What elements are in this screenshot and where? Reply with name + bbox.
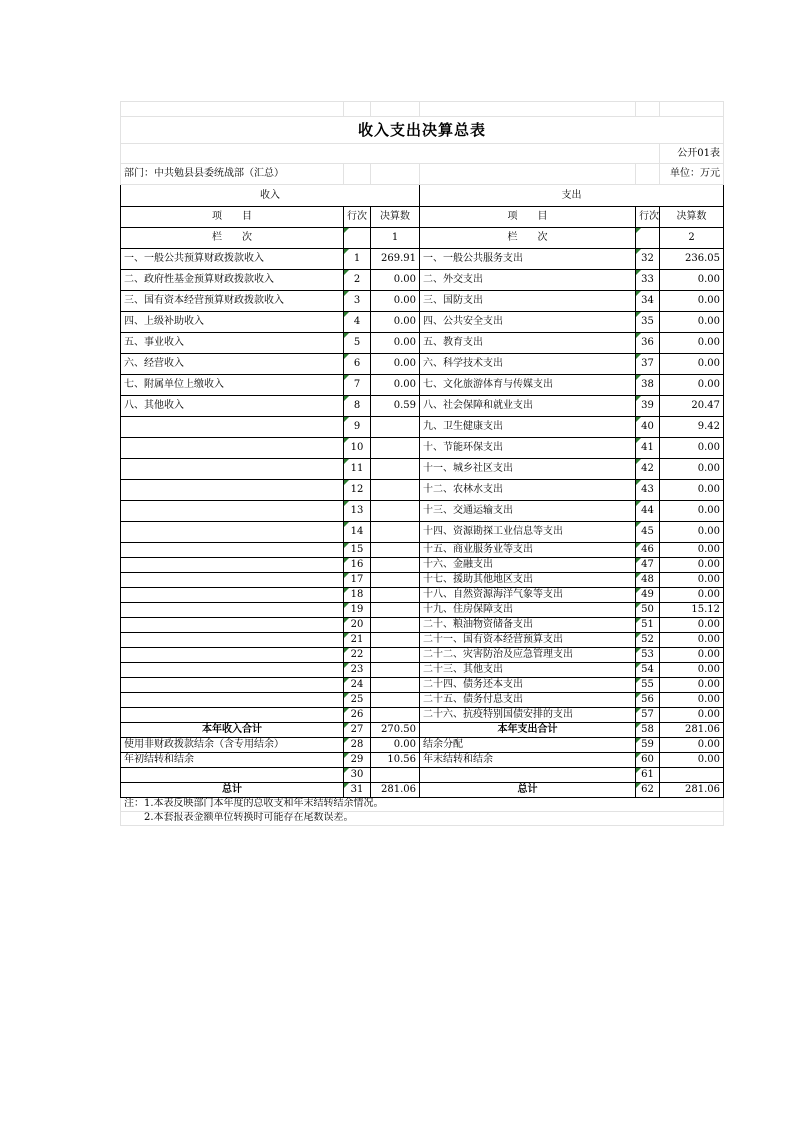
expense-amount-cell: 9.42 [660,417,724,438]
expense-amount-cell: 0.00 [660,480,724,501]
expense-item-cell: 三、国防支出 [420,291,636,312]
income-line-no-cell: 12 [344,480,371,501]
income-column-label: 栏 次 [121,228,344,249]
income-amount-cell: 0.00 [371,354,420,375]
expense-line-no-cell: 57 [636,708,660,723]
expense-line-no-cell: 53 [636,648,660,663]
expense-line-no-cell: 44 [636,501,660,522]
income-line-no-cell: 25 [344,693,371,708]
table-row [121,768,724,783]
income-item-cell [121,480,344,501]
income-amount-cell [371,480,420,501]
expense-item-cell: 二十五、债务付息支出 [420,693,636,708]
expense-item-header: 项 目 [420,207,636,228]
expense-column-number: 2 [660,228,724,249]
expense-amount-cell: 0.00 [660,501,724,522]
income-line-no-cell: 20 [344,618,371,633]
income-line-no-cell: 1 [344,249,371,270]
expense-amount-cell: 0.00 [660,753,724,768]
table-row [121,663,724,678]
income-line-no-cell: 30 [344,768,371,783]
income-line-no-cell: 26 [344,708,371,723]
income-line-no-cell: 13 [344,501,371,522]
expense-amount-cell: 0.00 [660,438,724,459]
expense-amount-header: 决算数 [660,207,724,228]
expense-amount-cell: 0.00 [660,522,724,543]
income-amount-cell: 269.91 [371,249,420,270]
expense-item-cell: 十一、城乡社区支出 [420,459,636,480]
expense-item-cell: 十三、交通运输支出 [420,501,636,522]
income-line-no-cell: 5 [344,333,371,354]
expense-item-cell: 年末结转和结余 [420,753,636,768]
income-amount-cell [371,768,420,783]
expense-amount-cell: 0.00 [660,588,724,603]
table-row [121,291,724,312]
income-item-cell [121,438,344,459]
income-line-no-cell: 21 [344,633,371,648]
expense-amount-cell: 0.00 [660,708,724,723]
income-amount-cell [371,603,420,618]
expense-item-cell: 十七、援助其他地区支出 [420,573,636,588]
income-amount-cell: 270.50 [371,723,420,738]
income-item-cell [121,522,344,543]
income-column-number: 1 [371,228,420,249]
column-header-row [121,207,724,228]
income-amount-header: 决算数 [371,207,420,228]
table-row [121,249,724,270]
income-item-cell: 四、上级补助收入 [121,312,344,333]
income-amount-cell [371,573,420,588]
income-item-cell: 八、其他收入 [121,396,344,417]
income-line-no-cell: 27 [344,723,371,738]
title-row [121,117,724,144]
income-amount-cell [371,558,420,573]
income-line-no-cell: 3 [344,291,371,312]
table-row [121,573,724,588]
income-line-no-cell: 29 [344,753,371,768]
income-item-cell: 总计 [121,783,344,798]
income-amount-cell [371,678,420,693]
table-row [121,396,724,417]
income-amount-cell [371,618,420,633]
income-amount-cell [371,588,420,603]
unit-label: 单位：万元 [660,164,724,185]
table-row [121,603,724,618]
expense-item-cell: 二十六、抗疫特别国债安排的支出 [420,708,636,723]
expense-line-no-cell: 32 [636,249,660,270]
expense-line-no-cell: 60 [636,753,660,768]
income-line-no-cell: 22 [344,648,371,663]
table-row [121,618,724,633]
income-line-no-cell: 10 [344,438,371,459]
income-item-cell: 五、事业收入 [121,333,344,354]
expense-line-no-cell: 41 [636,438,660,459]
expense-amount-cell: 0.00 [660,678,724,693]
expense-line-no-cell: 35 [636,312,660,333]
table-row [121,375,724,396]
expense-line-no-cell: 38 [636,375,660,396]
income-amount-cell: 0.00 [371,375,420,396]
income-line-no-cell: 28 [344,738,371,753]
income-item-cell: 使用非财政拨款结余（含专用结余） [121,738,344,753]
expense-item-cell: 十九、住房保障支出 [420,603,636,618]
table-row [121,633,724,648]
income-line-no-cell: 18 [344,588,371,603]
expense-amount-cell: 20.47 [660,396,724,417]
income-item-cell [121,603,344,618]
column-number-row [121,228,724,249]
income-amount-cell [371,648,420,663]
income-amount-cell: 0.59 [371,396,420,417]
income-item-cell [121,633,344,648]
income-item-cell [121,648,344,663]
expense-line-no-cell: 58 [636,723,660,738]
table-row [121,312,724,333]
expense-item-cell: 十、节能环保支出 [420,438,636,459]
expense-item-cell: 二十、粮油物资储备支出 [420,618,636,633]
page-title: 收入支出决算总表 [121,117,724,144]
income-amount-cell [371,459,420,480]
expense-item-cell: 总计 [420,783,636,798]
expense-item-cell: 五、教育支出 [420,333,636,354]
summary-table [120,101,724,798]
expense-column-label: 栏 次 [420,228,636,249]
income-amount-cell [371,633,420,648]
income-amount-cell [371,522,420,543]
income-item-cell [121,678,344,693]
table-row [121,543,724,558]
expense-line-no-header: 行次 [636,207,660,228]
income-line-no-cell: 14 [344,522,371,543]
expense-line-no-cell: 43 [636,480,660,501]
income-item-cell [121,708,344,723]
income-amount-cell [371,708,420,723]
income-line-no-cell: 19 [344,603,371,618]
income-item-cell [121,417,344,438]
total-row [121,723,724,738]
income-line-no-cell: 16 [344,558,371,573]
expense-line-no-cell: 45 [636,522,660,543]
income-amount-cell: 0.00 [371,738,420,753]
table-row [121,693,724,708]
table-row [121,459,724,480]
expense-item-cell: 十四、资源勘探工业信息等支出 [420,522,636,543]
expense-item-cell: 二十三、其他支出 [420,663,636,678]
income-amount-cell [371,438,420,459]
income-line-no-cell: 15 [344,543,371,558]
expense-item-cell: 二十四、债务还本支出 [420,678,636,693]
income-item-cell [121,459,344,480]
expense-line-no-cell: 56 [636,693,660,708]
income-amount-cell: 0.00 [371,312,420,333]
expense-item-cell: 七、文化旅游体育与传媒支出 [420,375,636,396]
expense-item-cell: 九、卫生健康支出 [420,417,636,438]
income-item-cell: 年初结转和结余 [121,753,344,768]
income-amount-cell: 0.00 [371,270,420,291]
expense-amount-cell: 0.00 [660,648,724,663]
table-row [121,501,724,522]
income-item-cell: 本年收入合计 [121,723,344,738]
income-item-cell [121,573,344,588]
income-amount-cell [371,543,420,558]
expense-line-no-cell: 54 [636,663,660,678]
table-row [121,438,724,459]
expense-amount-cell: 0.00 [660,333,724,354]
expense-amount-cell: 0.00 [660,633,724,648]
expense-line-no-cell: 42 [636,459,660,480]
expense-line-no-cell: 34 [636,291,660,312]
department-row [121,164,724,185]
form-code: 公开01表 [660,144,724,164]
expense-amount-cell: 236.05 [660,249,724,270]
expense-item-cell: 八、社会保障和就业支出 [420,396,636,417]
income-amount-cell [371,693,420,708]
income-line-no-cell: 7 [344,375,371,396]
total-row [121,783,724,798]
expense-item-cell: 一、一般公共服务支出 [420,249,636,270]
income-line-no-cell: 8 [344,396,371,417]
income-item-cell: 三、国有资本经营预算财政拨款收入 [121,291,344,312]
income-item-cell [121,663,344,678]
expense-item-cell: 二十一、国有资本经营预算支出 [420,633,636,648]
expense-item-cell: 六、科学技术支出 [420,354,636,375]
expense-amount-cell: 0.00 [660,693,724,708]
expense-item-cell: 十五、商业服务业等支出 [420,543,636,558]
income-amount-cell [371,501,420,522]
expense-amount-cell: 0.00 [660,738,724,753]
table-row [121,480,724,501]
income-line-no-cell: 9 [344,417,371,438]
table-row [121,678,724,693]
expense-amount-cell: 0.00 [660,459,724,480]
expense-line-no-cell: 50 [636,603,660,618]
income-line-no-cell: 24 [344,678,371,693]
table-row [121,708,724,723]
expense-item-cell: 十八、自然资源海洋气象等支出 [420,588,636,603]
expense-item-cell: 十二、农林水支出 [420,480,636,501]
income-line-no-cell: 23 [344,663,371,678]
income-amount-cell [371,663,420,678]
expense-line-no-cell: 40 [636,417,660,438]
income-item-cell: 二、政府性基金预算财政拨款收入 [121,270,344,291]
expense-amount-cell: 0.00 [660,354,724,375]
income-line-no-header: 行次 [344,207,371,228]
expense-amount-cell: 0.00 [660,312,724,333]
expense-line-no-cell: 48 [636,573,660,588]
expense-amount-cell [660,768,724,783]
final-accounts-sheet [120,101,723,826]
expense-amount-cell: 0.00 [660,618,724,633]
expense-line-no-cell: 33 [636,270,660,291]
expense-line-no-cell: 61 [636,768,660,783]
income-line-no-cell: 11 [344,459,371,480]
expense-line-no-cell: 47 [636,558,660,573]
table-row [121,333,724,354]
expense-item-cell [420,768,636,783]
income-item-cell [121,543,344,558]
expense-amount-cell: 0.00 [660,558,724,573]
table-row [121,558,724,573]
income-section-header: 收入 [121,185,420,207]
income-amount-cell: 0.00 [371,333,420,354]
table-row [121,270,724,291]
expense-line-no-cell: 55 [636,678,660,693]
income-line-no-cell: 2 [344,270,371,291]
expense-line-no-cell: 46 [636,543,660,558]
expense-amount-cell: 0.00 [660,291,724,312]
form-code-row [121,144,724,164]
income-line-no-cell: 4 [344,312,371,333]
income-item-cell [121,618,344,633]
expense-item-cell: 十六、金融支出 [420,558,636,573]
expense-amount-cell: 0.00 [660,663,724,678]
table-row [121,522,724,543]
expense-item-cell: 结余分配 [420,738,636,753]
table-row [121,588,724,603]
income-amount-cell: 281.06 [371,783,420,798]
expense-line-no-cell: 36 [636,333,660,354]
department-label: 部门：中共勉县县委统战部（汇总） [121,164,344,185]
income-line-no-cell: 17 [344,573,371,588]
table-row [121,417,724,438]
expense-section-header: 支出 [420,185,724,207]
income-amount-cell: 0.00 [371,291,420,312]
income-item-header: 项 目 [121,207,344,228]
income-item-cell: 一、一般公共预算财政拨款收入 [121,249,344,270]
income-line-no-cell: 6 [344,354,371,375]
expense-amount-cell: 0.00 [660,375,724,396]
expense-item-cell: 本年支出合计 [420,723,636,738]
blank-top-row [121,102,724,117]
income-item-cell [121,768,344,783]
note-line: 注：1.本表反映部门本年度的总收支和年末结转结余情况。 [121,798,724,811]
notes-table [120,798,724,826]
table-row [121,354,724,375]
expense-line-no-cell: 51 [636,618,660,633]
income-amount-cell [371,417,420,438]
income-amount-cell: 10.56 [371,753,420,768]
expense-item-cell: 四、公共安全支出 [420,312,636,333]
expense-amount-cell: 0.00 [660,270,724,291]
section-header-row [121,185,724,207]
table-row [121,738,724,753]
income-item-cell [121,693,344,708]
table-row [121,753,724,768]
expense-amount-cell: 0.00 [660,573,724,588]
expense-line-no-cell: 52 [636,633,660,648]
expense-amount-cell: 281.06 [660,783,724,798]
income-item-cell: 六、经营收入 [121,354,344,375]
expense-line-no-cell: 49 [636,588,660,603]
income-line-no-cell: 31 [344,783,371,798]
expense-line-no-cell: 62 [636,783,660,798]
expense-amount-cell: 281.06 [660,723,724,738]
expense-amount-cell: 0.00 [660,543,724,558]
table-row [121,648,724,663]
note-line: 2.本套报表金额单位转换时可能存在尾数误差。 [121,811,724,825]
expense-line-no-cell: 37 [636,354,660,375]
expense-line-no-cell: 59 [636,738,660,753]
income-item-cell [121,501,344,522]
expense-line-no-cell: 39 [636,396,660,417]
income-item-cell: 七、附属单位上缴收入 [121,375,344,396]
income-item-cell [121,558,344,573]
income-item-cell [121,588,344,603]
expense-item-cell: 二、外交支出 [420,270,636,291]
expense-item-cell: 二十二、灾害防治及应急管理支出 [420,648,636,663]
expense-amount-cell: 15.12 [660,603,724,618]
